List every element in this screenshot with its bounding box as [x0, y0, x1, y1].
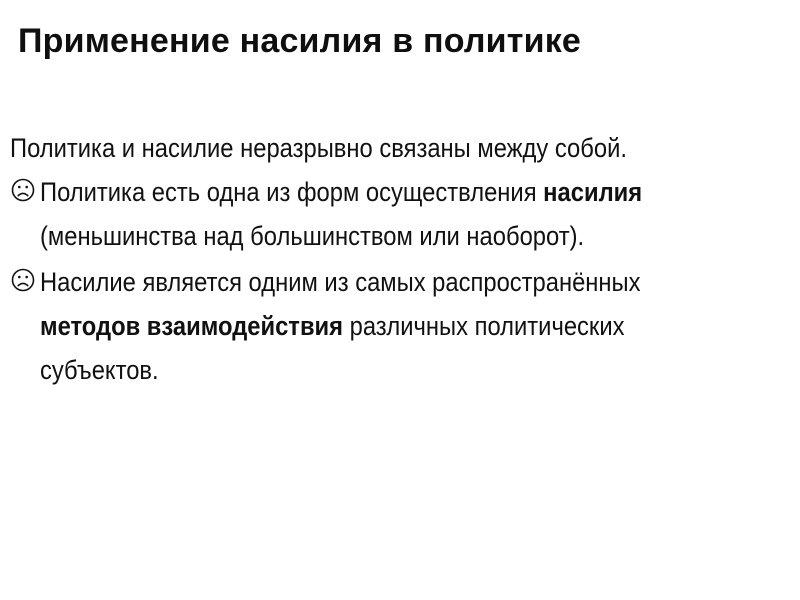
bullet-1-line-2: (меньшинства над большинством или наоборот). [40, 221, 585, 251]
bullet-2-line-2 [40, 304, 700, 348]
bullet-1-text: Политика есть одна из форм осуществления [40, 177, 544, 207]
slide-content [10, 126, 790, 392]
bullet-item-2 [10, 260, 790, 392]
bullet-2-bold-term: методов взаимодействия [40, 311, 344, 341]
bullet-2-line-1: Насилие является одним из самых распространённых [40, 267, 641, 297]
frown-face-icon [10, 177, 36, 203]
bullet-1-bold-term: насилия [543, 177, 643, 207]
slide-title: Применение насилия в политике [18, 22, 582, 60]
frown-face-icon [10, 267, 36, 293]
intro-text: Политика и насилие неразрывно связаны между собой. [10, 133, 627, 163]
bullet-item-1 [10, 170, 790, 258]
bullet-2-text: различных политических [343, 311, 625, 341]
bullet-1-line-1 [40, 170, 700, 214]
bullet-2-line-3: субъектов. [40, 355, 159, 385]
